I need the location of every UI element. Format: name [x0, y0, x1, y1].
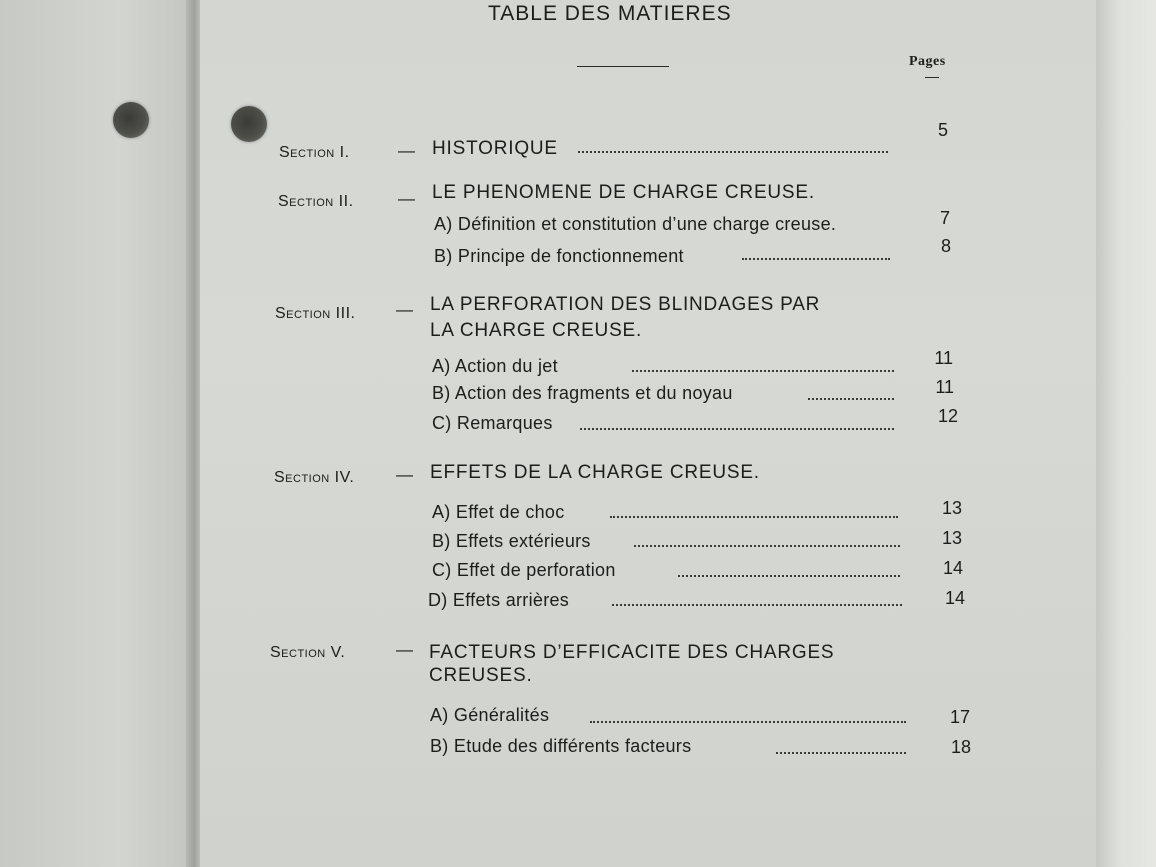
- section-dash: —: [396, 640, 413, 659]
- section-title: LE PHENOMENE DE CHARGE CREUSE.: [432, 182, 815, 203]
- toc-entry: A) Effet de choc: [432, 502, 565, 522]
- page-number: 11: [934, 348, 953, 368]
- toc-entry: B) Principe de fonctionnement: [434, 246, 684, 266]
- page-number: 13: [941, 528, 962, 548]
- section-title-line1: LA PERFORATION DES BLINDAGES PAR: [430, 294, 821, 315]
- section-dash: —: [398, 141, 415, 160]
- page-number: 17: [949, 707, 970, 727]
- page-number: 14: [944, 588, 965, 608]
- title-rule: [577, 66, 669, 67]
- toc-entry: C) Remarques: [432, 413, 553, 433]
- page-number: 14: [942, 558, 963, 578]
- section-dash: —: [398, 189, 415, 208]
- page-title: TABLE DES MATIERES: [488, 2, 732, 25]
- page-number: 5: [937, 120, 948, 140]
- page-number: 12: [937, 406, 958, 426]
- dot-leader: [612, 604, 902, 606]
- dot-leader: [580, 428, 894, 430]
- dot-leader: [776, 752, 906, 754]
- page-number: 8: [940, 236, 951, 256]
- toc-entry: B) Action des fragments et du noyau: [432, 383, 733, 403]
- pages-underline: [925, 77, 939, 78]
- dot-leader: [632, 370, 894, 372]
- toc-entry: A) Généralités: [430, 705, 550, 725]
- toc-entry: A) Définition et constitution d’une charge creuse.: [434, 214, 837, 234]
- toc-entry: B) Etude des différents facteurs: [430, 736, 692, 756]
- page-number: 11: [935, 377, 954, 397]
- page-number: 13: [941, 498, 962, 518]
- dot-leader: [808, 398, 894, 400]
- section-title-line2: CREUSES.: [429, 665, 533, 686]
- section-label: Section V.: [270, 644, 346, 661]
- page-number: 18: [950, 737, 971, 757]
- section-title-line2: LA CHARGE CREUSE.: [430, 320, 643, 341]
- toc-entry: B) Effets extérieurs: [432, 531, 591, 551]
- toc-entry: D) Effets arrières: [428, 590, 570, 610]
- section-label: Section III.: [275, 305, 356, 322]
- section-dash: —: [396, 300, 413, 319]
- section-dash: —: [396, 465, 413, 484]
- section-title: EFFETS DE LA CHARGE CREUSE.: [430, 462, 760, 483]
- toc-entry: C) Effet de perforation: [432, 560, 616, 580]
- section-label: Section I.: [279, 144, 350, 161]
- dot-leader: [590, 721, 906, 723]
- pages-column-label: Pages: [909, 54, 946, 69]
- dot-leader: [610, 516, 898, 518]
- section-label: Section IV.: [274, 469, 355, 486]
- dot-leader: [678, 575, 900, 577]
- dot-leader: [578, 151, 888, 153]
- dot-leader: [634, 545, 900, 547]
- toc-entry: A) Action du jet: [432, 356, 558, 376]
- page-number: 7: [939, 208, 950, 228]
- section-title: HISTORIQUE: [432, 138, 558, 159]
- dot-leader: [742, 258, 890, 260]
- section-title-line1: FACTEURS D’EFFICACITE DES CHARGES: [429, 642, 835, 663]
- section-label: Section II.: [278, 193, 354, 210]
